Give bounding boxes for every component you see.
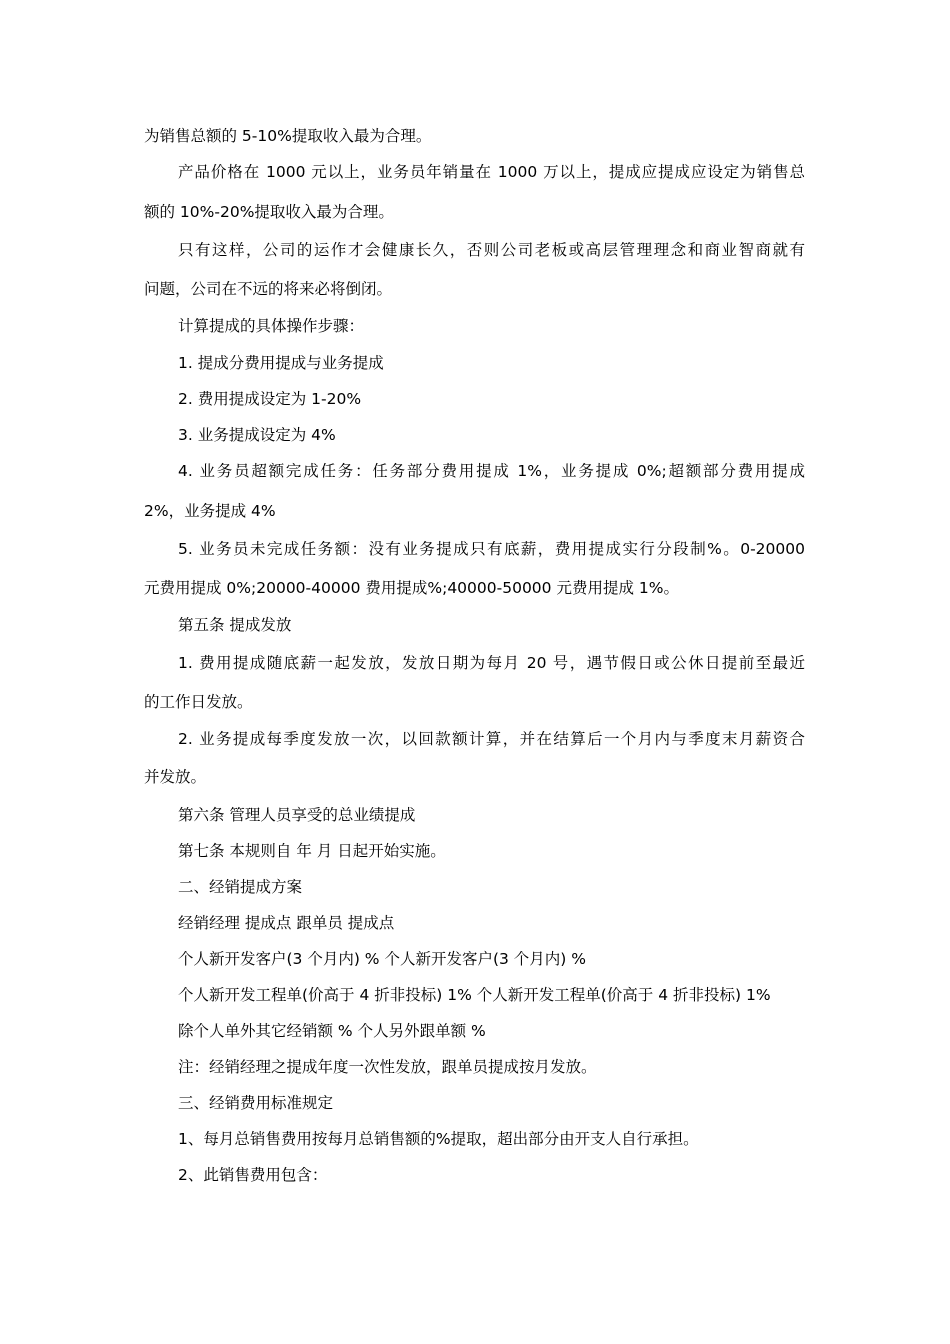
list-item: 2. 费用提成设定为 1-20% bbox=[178, 390, 362, 408]
note-line: 注：经销经理之提成年度一次性发放，跟单员提成按月发放。 bbox=[178, 1058, 597, 1076]
table-row-line: 个人新开发客户(3 个月内) % 个人新开发客户(3 个月内) % bbox=[178, 950, 587, 968]
section-heading: 第五条 提成发放 bbox=[178, 616, 292, 634]
table-row-line: 个人新开发工程单(价高于 4 折非投标) 1% 个人新开发工程单(价高于 4 折非投标) 1% bbox=[178, 986, 771, 1004]
list-item: 2. 业务提成每季度发放一次，以回款额计算，并在结算后一个月内与季度末月薪资合 bbox=[178, 730, 805, 748]
section-heading: 二、经销提成方案 bbox=[178, 878, 303, 896]
paragraph-line: 额的 10%-20%提取收入最为合理。 bbox=[144, 203, 394, 221]
paragraph-line: 问题，公司在不远的将来必将倒闭。 bbox=[144, 280, 393, 298]
list-item: 1. 提成分费用提成与业务提成 bbox=[178, 354, 384, 372]
paragraph-line: 元费用提成 0%;20000-40000 费用提成%;40000-50000 元费用提成 1%。 bbox=[144, 579, 679, 597]
list-item: 5. 业务员未完成任务额：没有业务提成只有底薪，费用提成实行分段制%。0-20000 bbox=[178, 540, 805, 558]
paragraph-line: 为销售总额的 5-10%提取收入最为合理。 bbox=[144, 127, 432, 145]
section-heading: 三、经销费用标准规定 bbox=[178, 1094, 334, 1112]
list-item: 1. 费用提成随底薪一起发放，发放日期为每月 20 号，遇节假日或公休日提前至最近 bbox=[178, 654, 805, 672]
section-heading: 第七条 本规则自 年 月 日起开始实施。 bbox=[178, 842, 446, 860]
paragraph-line: 2、此销售费用包含： bbox=[178, 1166, 328, 1184]
section-heading: 第六条 管理人员享受的总业绩提成 bbox=[178, 806, 416, 824]
paragraph-line: 的工作日发放。 bbox=[144, 693, 253, 711]
paragraph-line: 产品价格在 1000 元以上，业务员年销量在 1000 万以上，提成应提成应设定为销售总 bbox=[178, 163, 805, 181]
paragraph-line: 并发放。 bbox=[144, 768, 207, 786]
paragraph-line: 计算提成的具体操作步骤： bbox=[178, 317, 365, 335]
list-item: 3. 业务提成设定为 4% bbox=[178, 426, 336, 444]
paragraph-line: 2%，业务提成 4% bbox=[144, 502, 276, 520]
paragraph-line: 只有这样，公司的运作才会健康长久，否则公司老板或高层管理理念和商业智商就有 bbox=[178, 241, 805, 259]
table-header-line: 经销经理 提成点 跟单员 提成点 bbox=[178, 914, 395, 932]
list-item: 4. 业务员超额完成任务：任务部分费用提成 1%，业务提成 0%;超额部分费用提成 bbox=[178, 462, 805, 480]
table-row-line: 除个人单外其它经销额 % 个人另外跟单额 % bbox=[178, 1022, 486, 1040]
paragraph-line: 1、每月总销售费用按每月总销售额的%提取，超出部分由开支人自行承担。 bbox=[178, 1130, 699, 1148]
